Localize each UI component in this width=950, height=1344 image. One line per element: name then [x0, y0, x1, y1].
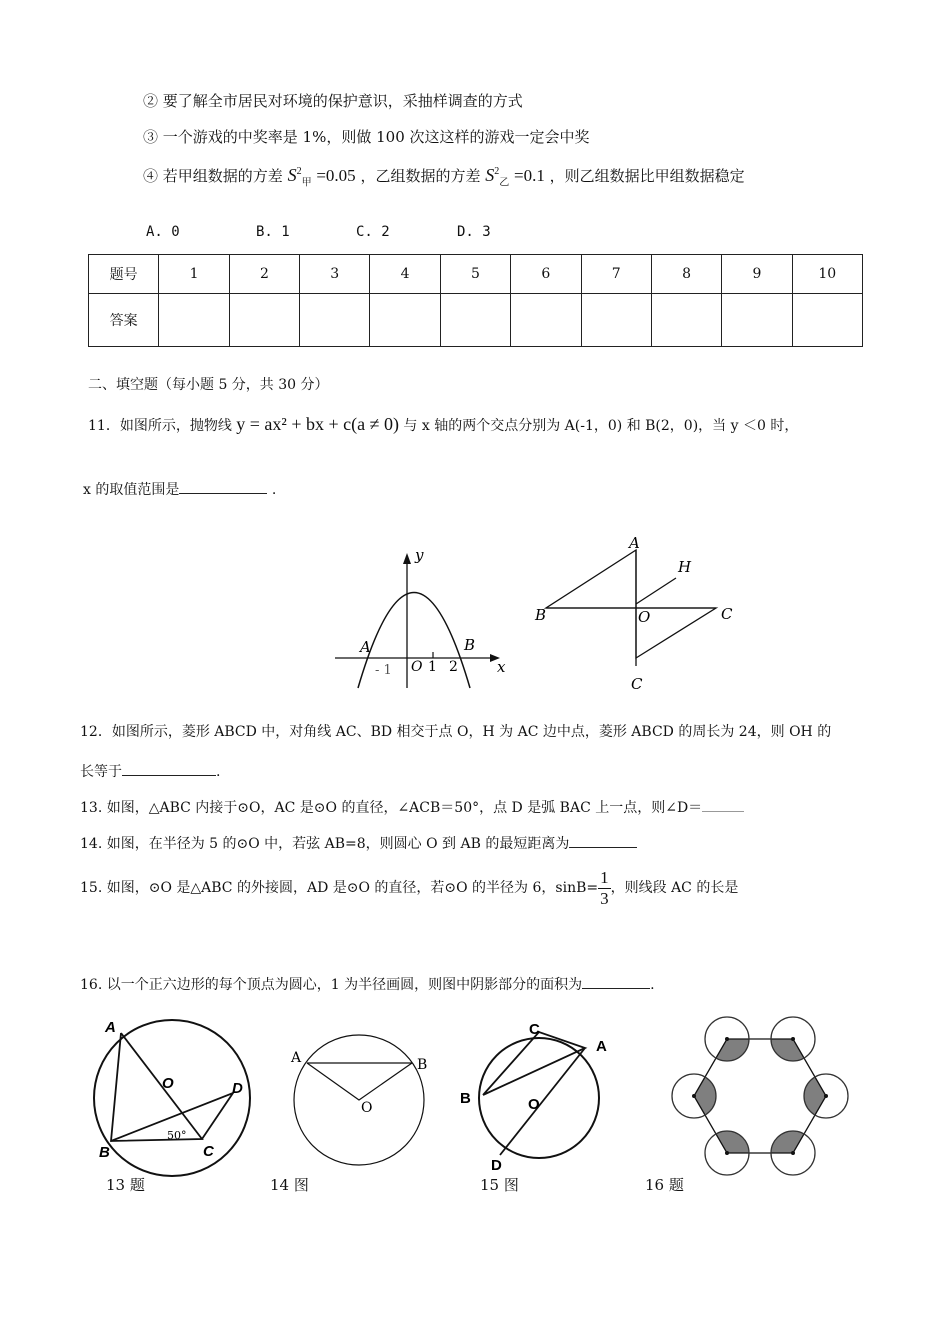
q11-line1 — [88, 414, 798, 435]
label-A: A — [629, 534, 640, 552]
q16-text: 16. 以一个正六边形的每个顶点为圆心，1 为半径画圆，则图中阴影部分的面积为 — [80, 977, 583, 993]
label-x: x — [497, 658, 506, 676]
label-B: B — [535, 606, 547, 624]
statement-4-value-2: =0.1 — [514, 166, 545, 185]
table-cell-number: 2 — [229, 255, 299, 294]
radii-oa-ob — [307, 1063, 412, 1100]
q15-fraction-denominator: 3 — [600, 888, 609, 908]
statement-4-part-c: ，则乙组数据比甲组数据稳定 — [549, 167, 745, 185]
q12-end: . — [216, 764, 221, 780]
q14-text: 14. 如图，在半径为 5 的⊙O 中，若弦 AB=8，则圆心 O 到 AB 的最短距离为 — [80, 836, 570, 852]
label-D: D — [491, 1157, 502, 1174]
statement-2: ② 要了解全市居民对环境的保护意识，采抽样调查的方式 — [143, 92, 523, 110]
label-A: A — [360, 638, 371, 656]
choice-c: C. 2 — [356, 224, 390, 240]
q11-suffix: 与 x 轴的两个交点分别为 A(-1，0) 和 B(2，0)，当 y ＜0 时， — [403, 418, 799, 434]
variance-symbol-jia: $S^2_甲$ — [287, 165, 312, 189]
shaded-sectors — [672, 1017, 848, 1175]
table-cell-number: 1 — [159, 255, 229, 294]
vertex-dot — [692, 1094, 696, 1098]
label-H: H — [678, 558, 692, 576]
table-cell-number: 5 — [440, 255, 510, 294]
q12-line2 — [80, 761, 220, 781]
figure-14 — [286, 1030, 436, 1170]
label-B: B — [99, 1144, 110, 1161]
choice-a: A. 0 — [146, 224, 180, 240]
parabola-figure — [330, 540, 520, 700]
circle-o — [94, 1020, 250, 1176]
q13-line — [80, 797, 744, 817]
q16-line — [80, 974, 655, 994]
q11-end: . — [271, 482, 277, 498]
q15-line — [80, 868, 738, 908]
tick-label-2: 2 — [449, 659, 458, 675]
answer-cell[interactable] — [581, 294, 651, 347]
answer-cell[interactable] — [722, 294, 792, 347]
q11-answer-blank[interactable] — [179, 493, 267, 494]
q11-line2 — [83, 479, 276, 499]
q12-line1: 12．如图所示，菱形 ABCD 中，对角线 AC、BD 相交于点 O，H 为 AC 边中点，菱形 ABCD 的周长为 24，则 OH 的 — [80, 724, 832, 740]
segment-oh — [636, 578, 676, 604]
answer-cell[interactable] — [370, 294, 440, 347]
diameter-ad — [500, 1048, 585, 1155]
statement-4 — [143, 165, 745, 189]
figure-15 — [458, 1015, 628, 1180]
q16-end: . — [650, 977, 655, 993]
vertex-dot — [725, 1151, 729, 1155]
vertex-dot — [791, 1151, 795, 1155]
label-A: A — [105, 1019, 116, 1036]
vertex-dot — [725, 1037, 729, 1041]
answer-table — [88, 254, 863, 347]
q11-prefix: 11．如图所示，抛物线 — [88, 418, 232, 434]
table-cell-number: 10 — [792, 255, 862, 294]
q15-fraction — [598, 868, 611, 908]
label-C: C — [203, 1143, 214, 1160]
tick-label-neg1: - 1 — [375, 663, 392, 678]
figure-13 — [88, 1015, 268, 1170]
table-cell-number: 9 — [722, 255, 792, 294]
figure-16 — [658, 1015, 868, 1185]
vertex-dot — [824, 1094, 828, 1098]
label-D: D — [232, 1080, 243, 1097]
label-B: B — [460, 1090, 471, 1107]
label-O: O — [528, 1096, 540, 1113]
answer-cell[interactable] — [651, 294, 721, 347]
q15-suffix: ，则线段 AC 的长是 — [610, 880, 739, 897]
label-C-bottom: C — [631, 675, 643, 693]
answer-cell[interactable] — [229, 294, 299, 347]
q11-formula: y = ax² + bx + c(a ≠ 0) — [236, 414, 399, 434]
y-axis-arrow-icon — [403, 553, 411, 564]
answer-cell[interactable] — [511, 294, 581, 347]
answer-table-header-row — [89, 255, 863, 294]
statement-3: ③ 一个游戏的中奖率是 1%，则做 100 次这这样的游戏一定会中奖 — [143, 128, 590, 146]
label-B: B — [464, 636, 476, 654]
rhombus-figure — [525, 530, 745, 700]
choice-d: D. 3 — [457, 224, 491, 240]
answer-table-answer-row — [89, 294, 863, 347]
q16-answer-blank[interactable] — [582, 988, 650, 989]
label-O: O — [361, 1100, 373, 1116]
label-C: C — [529, 1021, 540, 1038]
label-B: B — [417, 1057, 428, 1073]
tick-label-1: 1 — [428, 659, 437, 675]
table-cell-number: 4 — [370, 255, 440, 294]
q12-prompt: 长等于 — [80, 764, 122, 780]
table-cell-number: 8 — [651, 255, 721, 294]
q14-answer-blank[interactable] — [569, 847, 637, 848]
q13-answer-blank[interactable] — [702, 811, 744, 812]
label-O: O — [162, 1075, 174, 1092]
label-O: O — [638, 608, 651, 626]
statement-4-part-a: ④ 若甲组数据的方差 — [143, 167, 283, 185]
label-A: A — [291, 1050, 302, 1066]
table-cell-number: 7 — [581, 255, 651, 294]
q13-text: 13. 如图，△ABC 内接于⊙O，AC 是⊙O 的直径，∠ACB＝50°，点 D 是弧 BAC 上一点，则∠D＝ — [80, 800, 703, 816]
vertex-dot — [791, 1037, 795, 1041]
caption-16: 16 题 — [645, 1176, 684, 1194]
answer-cell[interactable] — [300, 294, 370, 347]
caption-13: 13 题 — [106, 1176, 145, 1194]
q15-text: 15. 如图，⊙O 是△ABC 的外接圆，AD 是⊙O 的直径，若⊙O 的半径为 6，sinB= — [80, 880, 599, 897]
q11-prompt: x 的取值范围是 — [83, 482, 180, 498]
label-y: y — [415, 546, 424, 564]
statement-4-part-b: ，乙组数据的方差 — [360, 167, 481, 185]
caption-14: 14 图 — [270, 1176, 309, 1194]
statement-4-value-1: =0.05 — [316, 166, 356, 185]
triangle-abc — [483, 1032, 585, 1095]
q14-line — [80, 833, 637, 853]
table-cell-number: 6 — [511, 255, 581, 294]
answer-cell[interactable] — [159, 294, 229, 347]
q12-answer-blank[interactable] — [122, 775, 216, 776]
q15-fraction-numerator: 1 — [600, 868, 609, 887]
triangle-abc — [111, 1033, 202, 1141]
label-C-right: C — [721, 605, 733, 623]
answer-cell[interactable] — [792, 294, 862, 347]
table-cell-number: 3 — [300, 255, 370, 294]
table-label-question-number: 题号 — [89, 255, 159, 294]
choice-b: B. 1 — [256, 224, 290, 240]
angle-label: 50° — [167, 1129, 187, 1142]
table-label-answer: 答案 — [89, 294, 159, 347]
variance-symbol-yi: $S^2_乙$ — [485, 165, 510, 189]
answer-cell[interactable] — [440, 294, 510, 347]
label-A: A — [596, 1038, 607, 1055]
caption-15: 15 图 — [480, 1176, 519, 1194]
section-heading: 二、填空题（每小题 5 分，共 30 分） — [88, 377, 329, 393]
label-O: O — [411, 659, 423, 675]
